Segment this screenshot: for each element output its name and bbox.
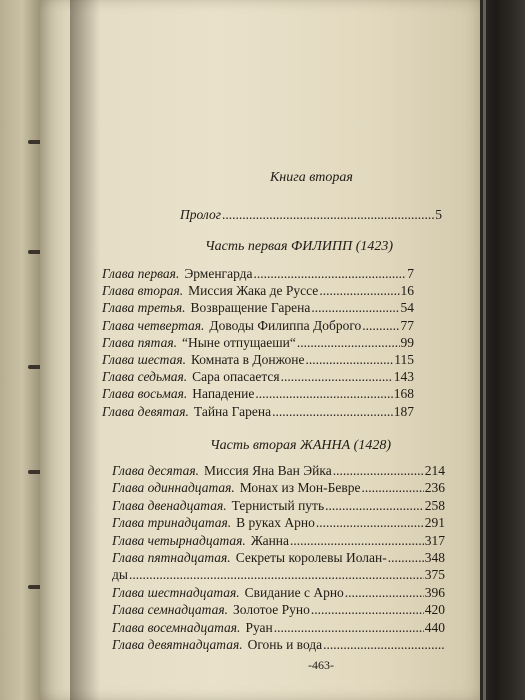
toc-entry	[102, 352, 414, 368]
chapter-label: Глава седьмая.	[102, 369, 188, 385]
chapter-title: Доводы Филиппа Доброго	[209, 317, 362, 333]
chapter-label: Глава третья.	[102, 300, 186, 316]
toc-entry	[102, 335, 414, 351]
chapter-title: Огонь и вода	[247, 637, 323, 652]
gutter-shadow	[70, 0, 100, 700]
chapter-title: Золотое Руно	[233, 602, 310, 618]
chapter-page: 396	[424, 584, 445, 600]
toc-entry	[112, 498, 445, 514]
prolog-page: 5	[435, 207, 442, 222]
chapter-page: 348	[424, 550, 445, 565]
chapter-page: 168	[393, 386, 414, 402]
toc-entry	[112, 515, 445, 531]
chapter-title: Тернистый путь	[231, 497, 325, 513]
chapter-page: 99	[400, 334, 414, 350]
leader-dots	[345, 585, 424, 601]
chapter-page: 420	[424, 602, 445, 618]
toc-entry	[112, 585, 445, 601]
book-heading: Книга вторая	[270, 170, 353, 185]
leader-dots	[362, 318, 399, 334]
leader-dots	[325, 498, 424, 514]
chapter-page: 375	[424, 567, 445, 583]
chapter-page: 317	[424, 532, 445, 548]
chapter-label: Глава десятая.	[112, 463, 200, 478]
chapter-label: Глава вторая.	[102, 283, 184, 299]
toc-entry	[112, 480, 445, 496]
chapter-page: 187	[393, 403, 414, 419]
toc-entry	[112, 620, 445, 636]
prolog-entry	[180, 207, 442, 223]
toc-entry	[112, 463, 445, 479]
toc-entry	[112, 550, 445, 566]
left-page-edge	[0, 0, 40, 700]
toc-entry	[112, 567, 445, 583]
leader-dots	[281, 369, 393, 385]
leader-dots	[222, 207, 434, 223]
chapter-page: 7	[407, 266, 414, 281]
chapter-label: Глава четырнадцатая.	[112, 532, 246, 548]
chapter-page: 54	[400, 300, 414, 316]
chapter-title: Миссия Яна Ван Эйка	[204, 463, 332, 478]
chapter-title: Сара опасается	[192, 369, 280, 385]
chapter-title: Нападение	[192, 386, 255, 402]
chapter-title: Секреты королевы Иолан-	[235, 550, 387, 565]
leader-dots	[333, 463, 424, 479]
chapter-page: 258	[424, 497, 445, 513]
toc-entry	[112, 602, 445, 618]
toc-entry	[102, 318, 414, 334]
page-number: -463-	[308, 658, 334, 672]
chapter-title: “Ныне отпущаеши“	[182, 334, 296, 350]
chapter-title: Свидание с Арно	[244, 584, 344, 600]
chapter-label: Глава восьмая.	[102, 386, 188, 402]
toc-entry	[102, 404, 414, 420]
toc-entry	[112, 533, 445, 549]
chapter-page: 291	[424, 515, 445, 531]
chapter-title: Руан	[245, 619, 273, 635]
chapter-title: Тайна Гарена	[193, 403, 272, 419]
leader-dots	[306, 352, 394, 368]
leader-dots	[255, 386, 392, 402]
chapter-label: Глава девятнадцатая.	[112, 637, 243, 652]
leader-dots	[316, 515, 424, 531]
chapter-label: Глава восемнадцатая.	[112, 619, 241, 635]
leader-dots	[361, 480, 423, 496]
chapter-label: Глава семнадцатая.	[112, 602, 228, 618]
toc-entry	[102, 386, 414, 402]
chapter-page: 77	[400, 317, 414, 333]
toc-entry	[102, 369, 414, 385]
chapter-label: Глава четвертая.	[102, 317, 205, 333]
leader-dots	[272, 404, 393, 420]
chapter-label: Глава двенадцатая.	[112, 497, 227, 513]
chapter-page: 214	[424, 463, 445, 478]
leader-dots	[129, 567, 424, 583]
chapter-label: Глава девятая.	[102, 403, 189, 419]
chapter-label: Глава тринадцатая.	[112, 515, 232, 531]
book-cover-edge	[477, 0, 525, 700]
toc-entry	[102, 266, 414, 282]
chapter-title: Миссия Жака де Руссе	[188, 283, 319, 299]
chapter-page: 440	[424, 619, 445, 635]
chapter-label: Глава одиннадцатая.	[112, 480, 235, 496]
leader-dots	[254, 266, 407, 282]
chapter-label: Глава пятая.	[102, 334, 177, 350]
chapter-title: Жанна	[250, 532, 290, 548]
chapter-title: Комната в Донжоне	[190, 352, 305, 367]
chapter-title: Возвращение Гарена	[190, 300, 311, 316]
chapter-page: 115	[394, 352, 414, 367]
leader-dots	[290, 533, 424, 549]
chapter-label: Глава шестнадцатая.	[112, 584, 240, 600]
leader-dots	[388, 550, 424, 566]
chapter-page: 16	[400, 283, 414, 299]
toc-entry	[112, 637, 445, 653]
chapter-page: 143	[393, 369, 414, 385]
leader-dots	[297, 335, 400, 351]
chapter-title: ды	[112, 567, 128, 583]
leader-dots	[323, 637, 444, 653]
leader-dots	[274, 620, 424, 636]
part2-heading: Часть вторая ЖАННА (1428)	[210, 438, 392, 453]
leader-dots	[311, 602, 424, 618]
chapter-label: Глава первая.	[102, 266, 180, 281]
chapter-page: 236	[424, 480, 445, 496]
chapter-label: Глава шестая.	[102, 352, 186, 367]
toc-entry	[102, 283, 414, 299]
chapter-title: В руках Арно	[236, 515, 315, 531]
leader-dots	[319, 283, 399, 299]
toc-entry	[102, 300, 414, 316]
chapter-title: Эрменгарда	[184, 266, 253, 281]
part1-heading: Часть первая ФИЛИПП (1423)	[205, 239, 394, 254]
leader-dots	[311, 300, 399, 316]
prolog-label: Пролог	[180, 207, 221, 222]
chapter-label: Глава пятнадцатая.	[112, 550, 231, 565]
chapter-title: Монах из Мон-Бевре	[239, 480, 361, 496]
book-page	[40, 0, 480, 700]
